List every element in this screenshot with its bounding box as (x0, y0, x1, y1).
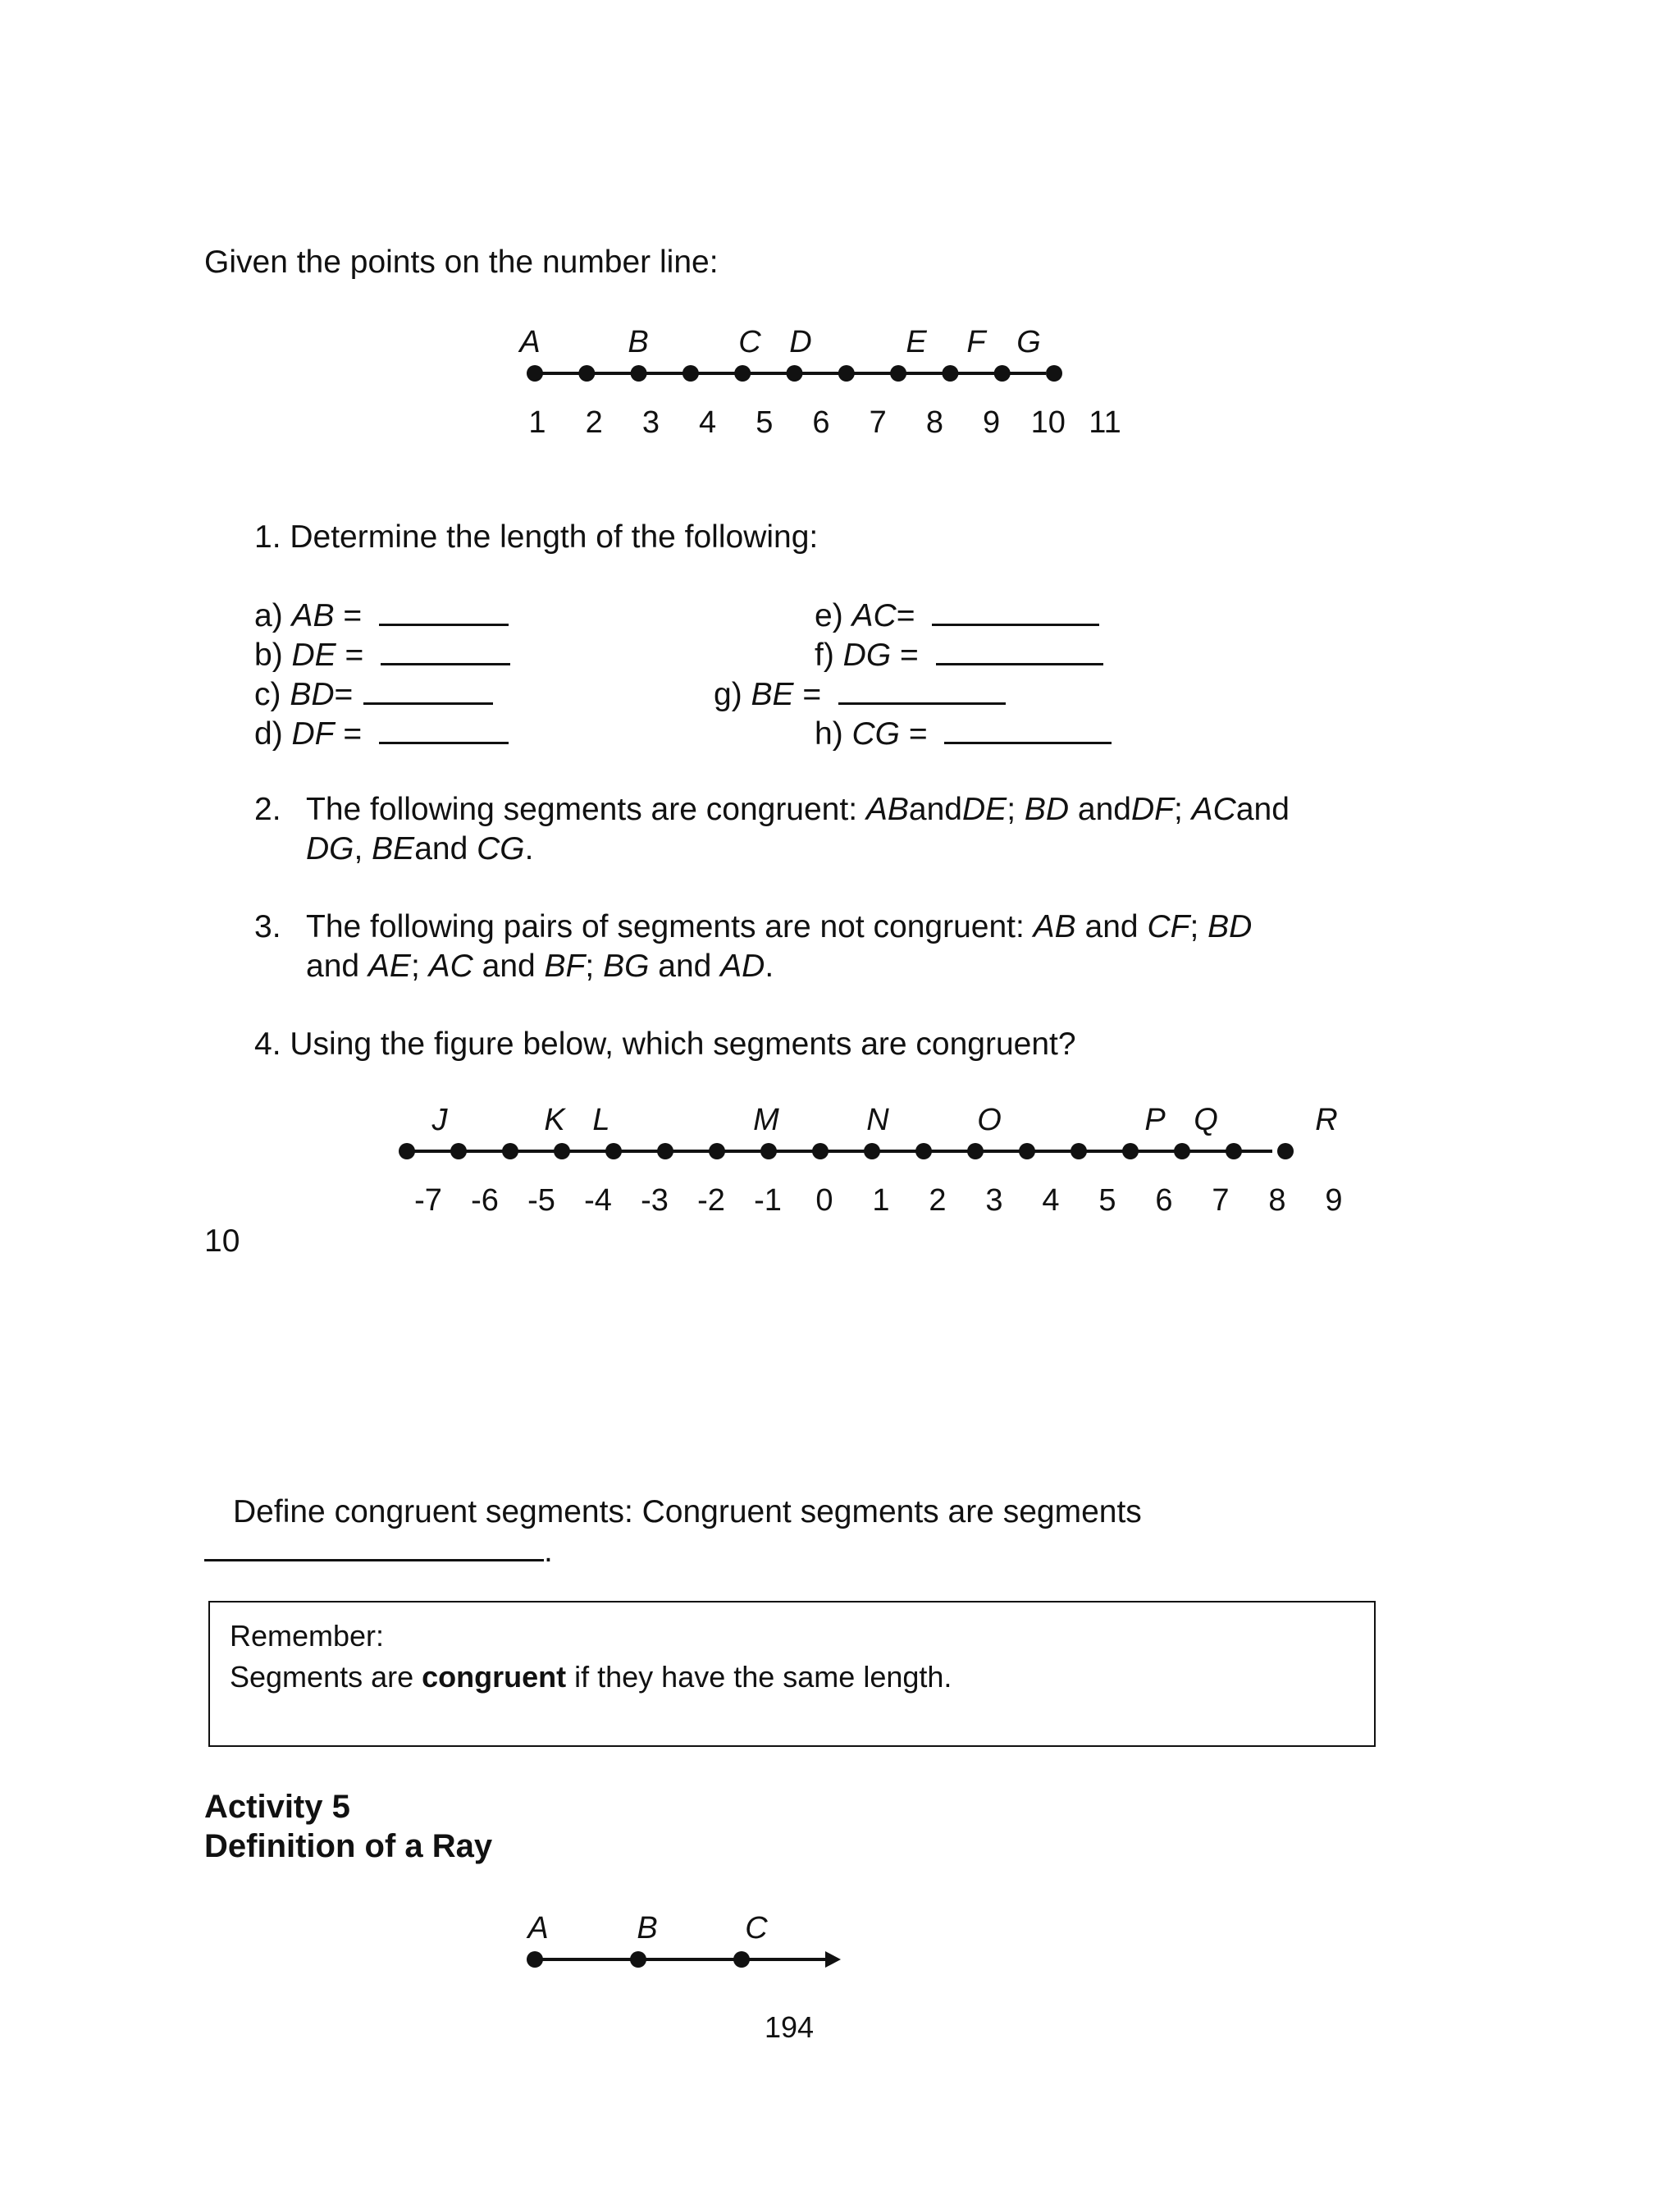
number-line-2-point-label: L (592, 1103, 610, 1137)
number-line-2-tick-number: -2 (697, 1183, 725, 1218)
q1-item-a: a) AB = (254, 597, 509, 636)
q3-line-2: and AE; AC and BF; BG and AD. (306, 949, 774, 984)
page-number: 194 (765, 2010, 815, 2044)
q1-item-e: e) AC= (815, 597, 1099, 636)
number-line-1-tick-number: 2 (585, 405, 603, 440)
q1-item-d: d) DF = (254, 716, 509, 754)
remember-title: Remember: (230, 1619, 385, 1653)
number-line-2-tick-number: 1 (872, 1183, 890, 1218)
ray-point-label: C (745, 1911, 768, 1945)
number-line-2-tick-number: -5 (527, 1183, 555, 1218)
ray-arrowhead (825, 1951, 841, 1968)
number-line-2-tick-number: -1 (754, 1183, 782, 1218)
number-line-2-tick-number: -6 (471, 1183, 499, 1218)
number-line-1-tick-number: 6 (812, 405, 830, 440)
q2-line-2: DG, BEand CG. (306, 831, 534, 866)
number-line-2-tick-number: -4 (584, 1183, 612, 1218)
number-line-2-point-label: P (1144, 1103, 1166, 1137)
q3-line-1: The following pairs of segments are not congruent: AB and CF; BD (306, 909, 1253, 944)
number-line-1-tick-number: 7 (869, 405, 887, 440)
ray-tick-dot (630, 1951, 646, 1968)
number-line-2-point-label: J (431, 1103, 448, 1137)
number-line-2-point-label: N (866, 1103, 889, 1137)
number-line-2-tick-number: 3 (985, 1183, 1003, 1218)
q3-number: 3. (254, 909, 281, 944)
number-line-2-overflow-number: 10 (204, 1223, 240, 1259)
intro-text: Given the points on the number line: (204, 245, 719, 280)
number-line-1-point-label: D (789, 325, 812, 359)
number-line-1-point-label: F (966, 325, 986, 359)
number-line-2-tick-number: -7 (414, 1183, 442, 1218)
number-line-1-tick-number: 11 (1089, 405, 1121, 440)
number-line-2-point-label: R (1315, 1103, 1338, 1137)
q2-line-1: The following segments are congruent: ABandDE; BD andDF; ACand (306, 792, 1290, 827)
number-line-1-tick-number: 8 (925, 405, 943, 440)
ray-point-label: A (527, 1911, 549, 1945)
number-line-1-point-label: C (738, 325, 761, 359)
number-line-2-tick-number: 2 (929, 1183, 947, 1218)
q1-item-g: g) BE = (714, 676, 1006, 715)
define-answer-line: . (204, 1531, 553, 1571)
number-line-1-tick-number: 1 (528, 405, 546, 440)
q1-item-f: f) DG = (815, 637, 1103, 675)
ray-point-label: B (637, 1911, 658, 1945)
q1-item-h: h) CG = (815, 716, 1112, 754)
number-line-2-point-label: Q (1194, 1103, 1218, 1137)
number-line-2-tick-number: 8 (1268, 1183, 1286, 1218)
number-line-1-tick-number: 10 (1030, 405, 1066, 440)
q1-prompt: 1. Determine the length of the following: (254, 519, 819, 555)
number-line-1-point-label: B (628, 325, 649, 359)
activity-subtitle: Definition of a Ray (204, 1828, 493, 1864)
number-line-1-tick-number: 4 (699, 405, 717, 440)
q1-item-b: b) DE = (254, 637, 510, 675)
ray-tick-dot (527, 1951, 543, 1968)
number-line-2-point-label: M (753, 1103, 779, 1137)
number-line-1-point-label: G (1016, 325, 1041, 359)
q1-item-c: c) BD= (254, 676, 493, 715)
q4-prompt: 4. Using the figure below, which segments are congruent? (254, 1026, 1076, 1062)
number-line-2-tick-number: 9 (1325, 1183, 1343, 1218)
number-line-1-tick-number: 5 (756, 405, 774, 440)
number-line-2-tick-number: 6 (1155, 1183, 1173, 1218)
number-line-1-point-label: E (906, 325, 927, 359)
activity-title: Activity 5 (204, 1789, 350, 1825)
ray-tick-dot (733, 1951, 750, 1968)
number-line-2-tick-number: 5 (1098, 1183, 1116, 1218)
define-prompt: Define congruent segments: Congruent segments are segments (233, 1494, 1142, 1529)
q2-number: 2. (254, 792, 281, 827)
number-line-1-tick-number: 3 (641, 405, 660, 440)
remember-text: Segments are congruent if they have the same length. (230, 1660, 952, 1694)
number-line-1-tick-number: 9 (983, 405, 1001, 440)
number-line-2-tick-number: 7 (1212, 1183, 1230, 1218)
number-line-1-point-label: A (519, 325, 541, 359)
number-line-2-point-label: O (977, 1103, 1002, 1137)
number-line-2-tick-number: 4 (1042, 1183, 1060, 1218)
number-line-2-tick-number: 0 (815, 1183, 833, 1218)
number-line-2-point-label: K (544, 1103, 565, 1137)
number-line-2-tick-number: -3 (641, 1183, 669, 1218)
